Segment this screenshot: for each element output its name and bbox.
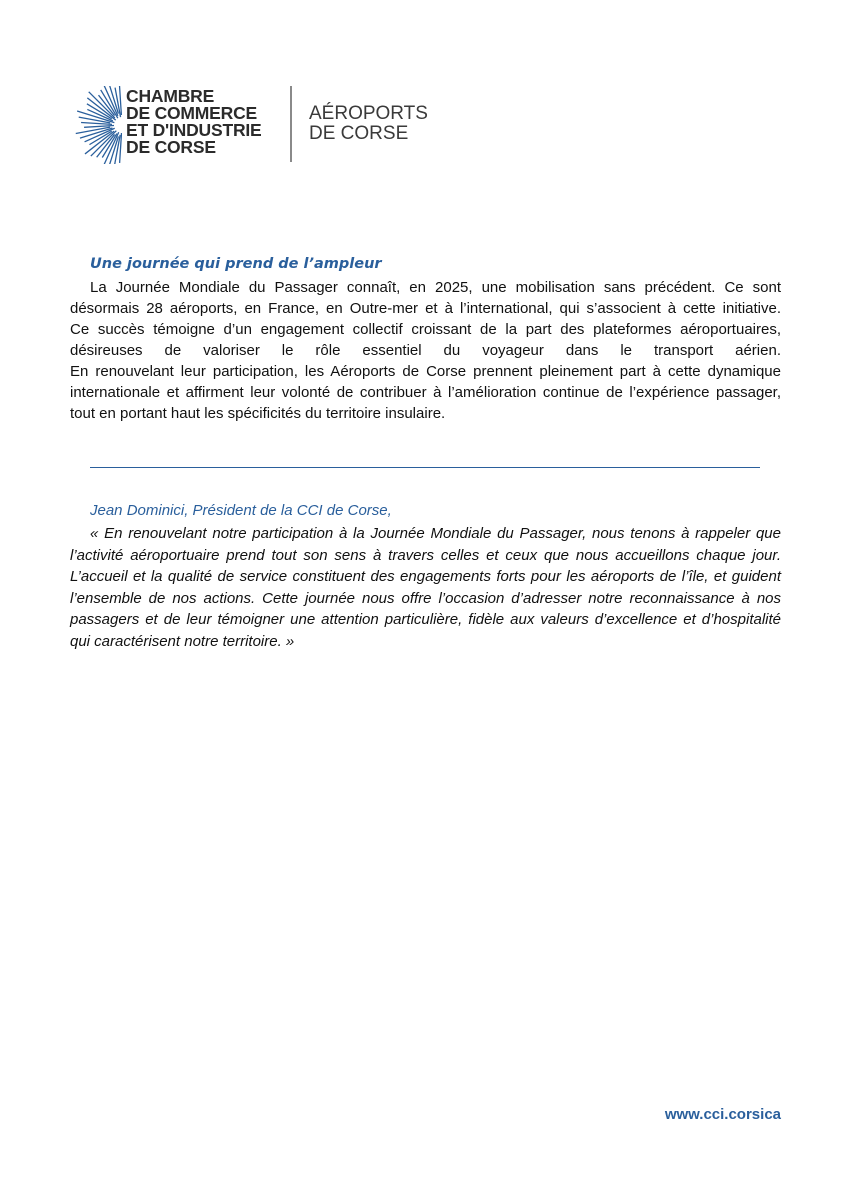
paragraph-line: internationale et affirment leur volonté de contribuer à l’amélioration continue de l’expérience passager, [70, 384, 781, 401]
section-separator [90, 467, 760, 468]
org-line: ET D'INDUSTRIE [126, 120, 262, 140]
emblem-ray [89, 92, 115, 118]
quote-paragraph [70, 523, 781, 652]
org-line: DE COMMERCE [126, 103, 257, 123]
website-link[interactable]: www.cci.corsica [664, 1106, 781, 1123]
quote-line: « En renouvelant notre participation à la Journée Mondiale du Passager, nous tenons à rappeler que [90, 525, 781, 542]
quote-line: L’accueil et la qualité de service constituent des engagements forts pour les aéroports de l’île, et guident [70, 568, 781, 585]
quote-line: l’ensemble de nos actions. Cette journée nous offre l’occasion d’adresser notre reconnaissance à nos [70, 589, 781, 607]
organization-name [126, 88, 262, 156]
paragraph-line: tout en portant haut les spécificités du territoire insulaire. [70, 405, 446, 422]
quote-line: l’activité aéroportuaire prend tout son sens à travers celles et ceux que nous accueillons chaque jour. [70, 546, 781, 564]
paragraph-line: désireuses de valoriser le rôle essentiel du voyageur dans le transport aérien. [70, 342, 781, 359]
section-title: Une journée qui prend de l’ampleur [90, 256, 382, 272]
letterhead [70, 82, 470, 162]
section-paragraph [70, 277, 781, 424]
quote-line: qui caractérisent notre territoire. » [70, 632, 295, 650]
org-line: CHAMBRE [126, 86, 215, 106]
paragraph-line: désormais 28 aéroports, en France, en Outre-mer et à l’international, qui s’associent à cette initiative. [70, 300, 781, 317]
org-line: DE CORSE [126, 137, 216, 157]
paragraph-line: Ce succès témoigne d’un engagement collectif croissant de la part des plateformes aéroportuaires, [70, 321, 781, 338]
airport-line: DE CORSE [309, 123, 409, 144]
airport-name [309, 104, 428, 144]
paragraph-line: La Journée Mondiale du Passager connaît, en 2025, une mobilisation sans précédent. Ce sont [90, 279, 781, 296]
quote-author: Jean Dominici, Président de la CCI de Corse, [90, 502, 392, 519]
radiating-lines-emblem-icon [70, 86, 122, 164]
airport-line: AÉROPORTS [309, 103, 428, 124]
paragraph-line: En renouvelant leur participation, les Aéroports de Corse prennent pleinement part à cette dynamique [70, 363, 781, 380]
emblem-ray [91, 131, 116, 156]
quote-line: passagers et de leur témoigner une attention particulière, fidèle aux valeurs d’excellence et d’hospitalité [70, 611, 781, 628]
header-divider [290, 86, 292, 162]
